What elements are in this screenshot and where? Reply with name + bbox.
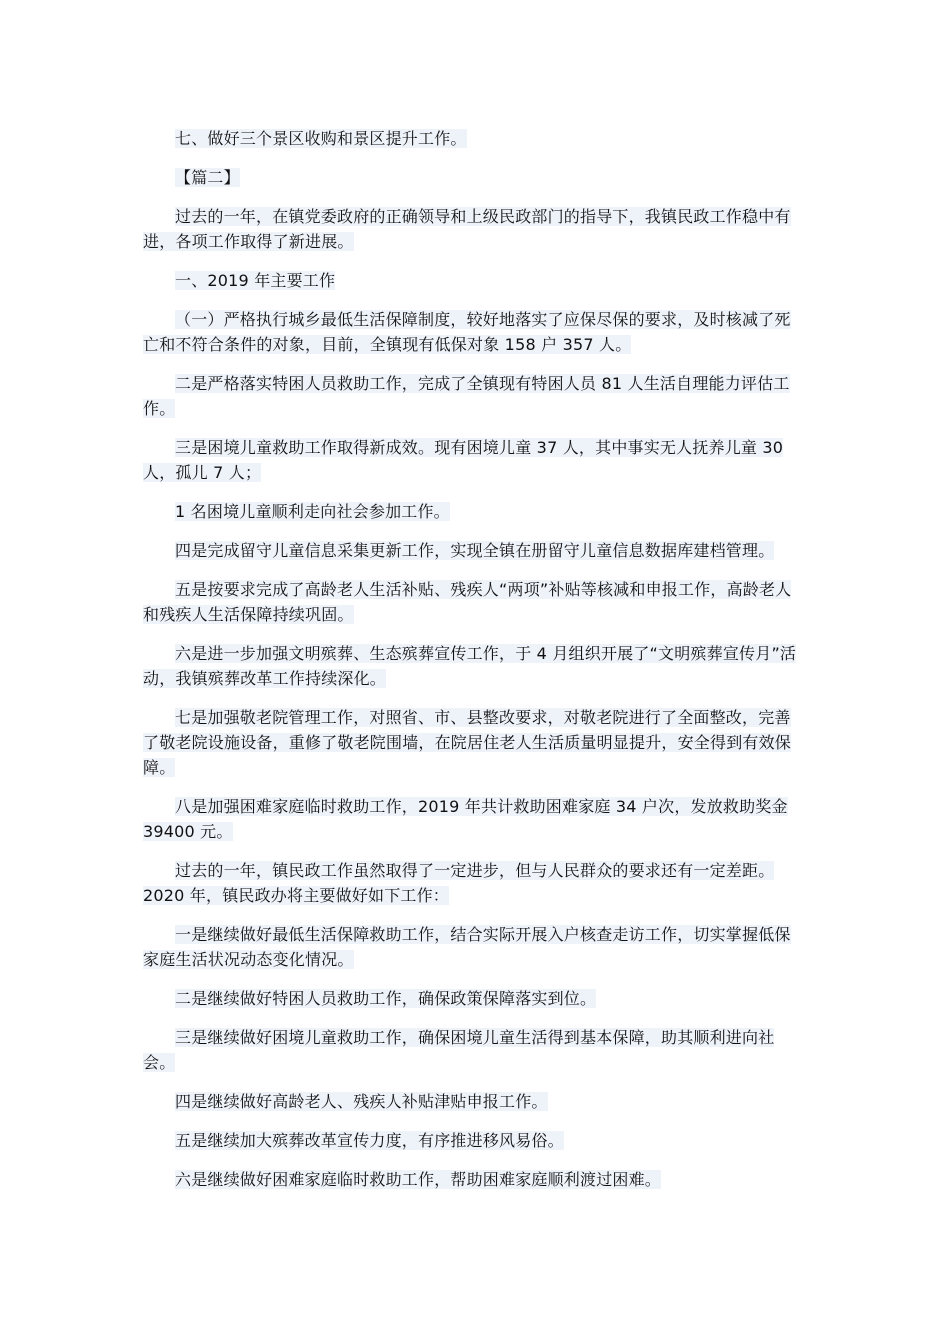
paragraph-intro: 过去的一年，在镇党委政府的正确领导和上级民政部门的指导下，我镇民政工作稳中有进，各项工作取得了新进展。 xyxy=(143,207,791,251)
paragraph-plan-2: 二是继续做好特困人员救助工作，确保政策保障落实到位。 xyxy=(175,989,597,1008)
document-body xyxy=(143,126,803,1206)
paragraph-plan-3: 三是继续做好困境儿童救助工作，确保困境儿童生活得到基本保障，助其顺利进向社会。 xyxy=(143,1028,775,1072)
paragraph-summary: 过去的一年，镇民政工作虽然取得了一定进步，但与人民群众的要求还有一定差距。2020 年，镇民政办将主要做好如下工作： xyxy=(143,861,775,905)
paragraph-work-4: 四是完成留守儿童信息采集更新工作，实现全镇在册留守儿童信息数据库建档管理。 xyxy=(175,541,775,560)
paragraph-work-6: 六是进一步加强文明殡葬、生态殡葬宣传工作，于 4 月组织开展了“文明殡葬宣传月”活动，我镇殡葬改革工作持续深化。 xyxy=(143,644,797,688)
paragraph-work-1: （一）严格执行城乡最低生活保障制度，较好地落实了应保尽保的要求，及时核减了死亡和不符合条件的对象，目前，全镇现有低保对象 158 户 357 人。 xyxy=(143,310,791,354)
paragraph-item-7: 七、做好三个景区收购和景区提升工作。 xyxy=(175,129,467,148)
paragraph-work-8: 八是加强困难家庭临时救助工作，2019 年共计救助困难家庭 34 户次，发放救助奖金 39400 元。 xyxy=(143,797,788,841)
paragraph-work-7: 七是加强敬老院管理工作，对照省、市、县整改要求，对敬老院进行了全面整改，完善了敬老院设施设备，重修了敬老院围墙，在院居住老人生活质量明显提升，安全得到有效保障。 xyxy=(143,708,792,777)
paragraph-plan-4: 四是继续做好高龄老人、残疾人补贴津贴申报工作。 xyxy=(175,1092,548,1111)
paragraph-work-3-cont: 1 名困境儿童顺利走向社会参加工作。 xyxy=(175,502,450,521)
paragraph-plan-5: 五是继续加大殡葬改革宣传力度，有序推进移风易俗。 xyxy=(175,1131,564,1150)
section-heading-part-two: 【篇二】 xyxy=(175,168,240,187)
paragraph-plan-6: 六是继续做好困难家庭临时救助工作，帮助困难家庭顺利渡过困难。 xyxy=(175,1170,662,1189)
heading-2019-main-work: 一、2019 年主要工作 xyxy=(175,271,336,290)
paragraph-plan-1: 一是继续做好最低生活保障救助工作，结合实际开展入户核查走访工作，切实掌握低保家庭生活状况动态变化情况。 xyxy=(143,925,791,969)
paragraph-work-2: 二是严格落实特困人员救助工作，完成了全镇现有特困人员 81 人生活自理能力评估工作。 xyxy=(143,374,790,418)
paragraph-work-3: 三是困境儿童救助工作取得新成效。现有困境儿童 37 人，其中事实无人抚养儿童 30 人，孤儿 7 人； xyxy=(143,438,784,482)
paragraph-work-5: 五是按要求完成了高龄老人生活补贴、残疾人“两项”补贴等核减和申报工作，高龄老人和残疾人生活保障持续巩固。 xyxy=(143,580,792,624)
